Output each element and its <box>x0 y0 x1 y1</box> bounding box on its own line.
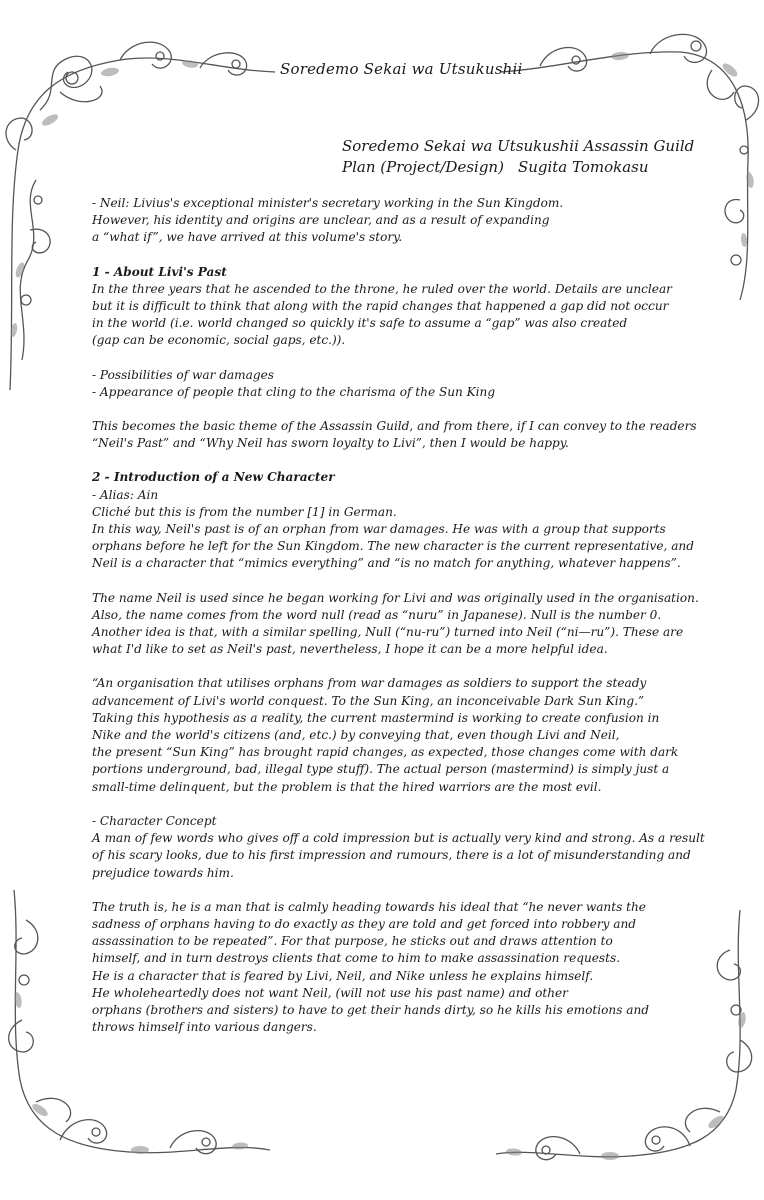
text-line: He is a character that is feared by Livi, Neil, and Nike unless he explains himself. <box>92 968 594 983</box>
text-line: portions underground, bad, illegal type stuff). The actual person (mastermind) is simply just a <box>92 762 670 777</box>
text-line: Another idea is that, with a similar spelling, Null (“nu-ru”) turned into Neil (“ni—ru”). These are <box>92 625 684 640</box>
text-line: The name Neil is used since he began working for Livi and was originally used in the organisation. <box>92 590 699 605</box>
text-line: - Alias: Ain <box>92 487 159 502</box>
text-line: Neil is a character that “mimics everything” and “is no match for anything, whatever happens”. <box>92 556 681 571</box>
text-line: advancement of Livi's world conquest. To the Sun King, an inconceivable Dark Sun King.” <box>92 693 645 708</box>
heading-line-2 <box>342 157 694 178</box>
text-line: Taking this hypothesis as a reality, the current mastermind is working to create confusion in <box>92 710 660 725</box>
heading-plan: Plan (Project/Design) <box>342 158 504 176</box>
page-title: Soredemo Sekai wa Utsukushii <box>280 60 523 78</box>
text-line: In the three years that he ascended to the throne, he ruled over the world. Details are unclear <box>92 281 672 296</box>
text-line: the present “Sun King” has brought rapid changes, as expected, those changes come with dark <box>92 745 679 760</box>
text-line: Also, the name comes from the word null (read as “nuru” in Japanese). Null is the number 0. <box>92 607 662 622</box>
text-line: However, his identity and origins are unclear, and as a result of expanding <box>92 213 550 228</box>
text-line: a “what if”, we have arrived at this volume's story. <box>92 230 403 245</box>
section-1 <box>92 264 722 453</box>
text-line: The truth is, he is a man that is calmly heading towards his ideal that “he never wants the <box>92 899 646 914</box>
section-1-title: 1 - About Livi's Past <box>92 264 227 279</box>
document-heading <box>342 136 694 178</box>
text-line: himself, and in turn destroys clients that come to him to make assassination requests. <box>92 951 621 966</box>
text-line: assassination to be repeated”. For that purpose, he sticks out and draws attention to <box>92 934 613 949</box>
text-line: He wholeheartedly does not want Neil, (will not use his past name) and other <box>92 985 568 1000</box>
intro-paragraph <box>92 195 722 247</box>
heading-line-1: Soredemo Sekai wa Utsukushii Assassin Guild <box>342 137 695 155</box>
text-line: Nike and the world's citizens (and, etc.) by conveying that, even though Livi and Neil, <box>92 728 620 743</box>
text-line: - Neil: Livius's exceptional minister's secretary working in the Sun Kingdom. <box>92 196 564 210</box>
text-line: Cliché but this is from the number [1] in German. <box>92 504 397 519</box>
text-line: in the world (i.e. world changed so quickly it's safe to assume a “gap” was also created <box>92 316 628 331</box>
text-line: orphans before he left for the Sun Kingdom. The new character is the current representative, and <box>92 539 694 554</box>
section-2-title: 2 - Introduction of a New Character <box>92 470 335 485</box>
text-line: This becomes the basic theme of the Assassin Guild, and from there, if I can convey to the readers <box>92 419 697 434</box>
text-line: small-time delinquent, but the problem is that the hired warriors are the most evil. <box>92 779 602 794</box>
bullet-item: - Appearance of people that cling to the charisma of the Sun King <box>92 384 496 399</box>
bullet-item: - Possibilities of war damages <box>92 367 274 382</box>
text-line: of his scary looks, due to his first impression and rumours, there is a lot of misunderstanding and <box>92 848 691 863</box>
text-line: orphans (brothers and sisters) to have to get their hands dirty, so he kills his emotions and <box>92 1002 649 1017</box>
text-line: - Character Concept <box>92 813 217 828</box>
text-line: what I'd like to set as Neil's past, nevertheless, I hope it can be a more helpful idea. <box>92 642 608 657</box>
text-line: “An organisation that utilises orphans from war damages as soldiers to support the steady <box>92 676 647 691</box>
section-2 <box>92 469 722 1036</box>
text-line: In this way, Neil's past is of an orphan from war damages. He was with a group that supports <box>92 522 666 537</box>
text-line: prejudice towards him. <box>92 865 234 880</box>
text-line: A man of few words who gives off a cold impression but is actually very kind and strong. As a result <box>92 831 705 846</box>
text-line: (gap can be economic, social gaps, etc.)). <box>92 333 346 348</box>
text-line: “Neil's Past” and “Why Neil has sworn loyalty to Livi”, then I would be happy. <box>92 436 569 451</box>
heading-author: Sugita Tomokasu <box>517 158 649 176</box>
text-line: but it is difficult to think that along with the rapid changes that happened a gap did not occur <box>92 299 669 314</box>
text-line: throws himself into various dangers. <box>92 1020 317 1035</box>
document-body <box>92 195 722 1036</box>
text-line: sadness of orphans having to do exactly as they are told and get forced into robbery and <box>92 916 637 931</box>
